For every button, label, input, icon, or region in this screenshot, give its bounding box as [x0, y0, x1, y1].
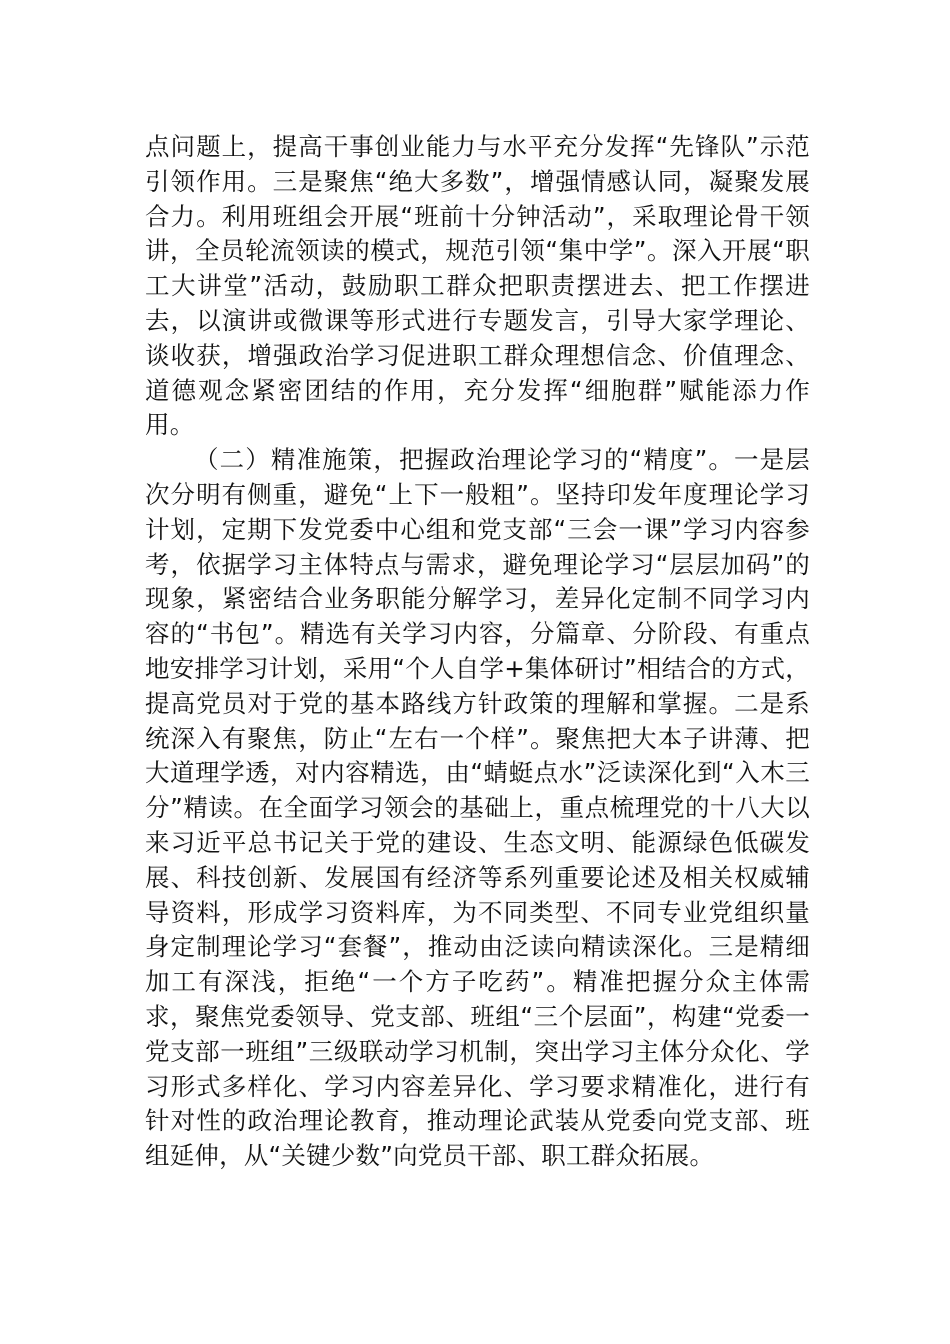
- document-body: [145, 130, 810, 1174]
- paragraph-continuation: 点问题上，提高干事创业能力与水平充分发挥“先锋队”示范引领作用。三是聚焦“绝大多数”，增强情感认同，凝聚发展合力。利用班组会开展“班前十分钟活动”，采取理论骨干领讲，全员轮流领读的模式，规范引领“集中学”。深入开展“职工大讲堂”活动，鼓励职工群众把职责摆进去、把工作摆进去，以演讲或微课等形式进行专题发言，引导大家学理论、谈收获，增强政治学习促进职工群众理想信念、价值理念、道德观念紧密团结的作用，充分发挥“细胞群”赋能添力作用。: [145, 132, 810, 440]
- paragraph-section-two: （二）精准施策，把握政治理论学习的“精度”。一是层次分明有侧重，避免“上下一般粗”。坚持印发年度理论学习计划，定期下发党委中心组和党支部“三会一课”学习内容参考，依据学习主体特点与需求，避免理论学习“层层加码”的现象，紧密结合业务职能分解学习，差异化定制不同学习内容的“书包”。精选有关学习内容，分篇章、分阶段、有重点地安排学习计划，采用“个人自学+集体研讨”相结合的方式，提高党员对于党的基本路线方针政策的理解和掌握。二是系统深入有聚焦，防止“左右一个样”。聚焦把大本子讲薄、把大道理学透，对内容精选，由“蜻蜓点水”泛读深化到“入木三分”精读。在全面学习领会的基础上，重点梳理党的十八大以来习近平总书记关于党的建设、生态文明、能源绿色低碳发展、科技创新、发展国有经济等系列重要论述及相关权威辅导资料，形成学习资料库，为不同类型、不同专业党组织量身定制理论学习“套餐”，推动由泛读向精读深化。三是精细加工有深浅，拒绝“一个方子吃药”。精准把握分众主体需求，聚焦党委领导、党支部、班组“三个层面”，构建“党委一党支部一班组”三级联动学习机制，突出学习主体分众化、学习形式多样化、学习内容差异化、学习要求精准化，进行有针对性的政治理论教育，推动理论武装从党委向党支部、班组延伸，从“关键少数”向党员干部、职工群众拓展。: [145, 445, 810, 1171]
